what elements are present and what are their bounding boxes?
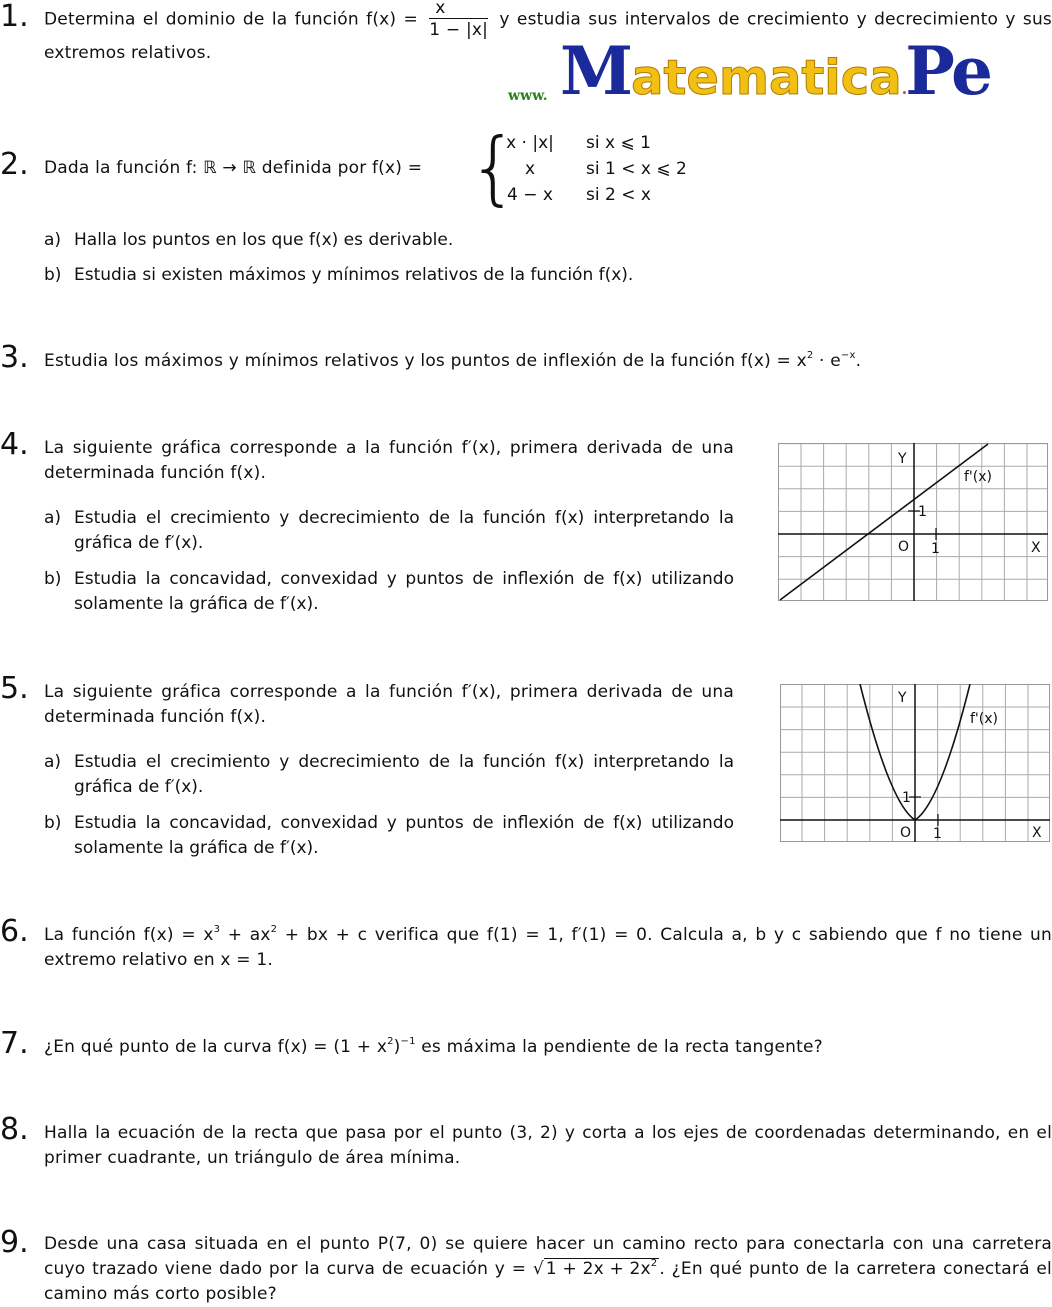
text-part: + bx + c verifica que f(1) = 1, f′(1) = 0. Calcula a, b y c sabiendo que f no tiene un extremo relativo en x = 1.: [44, 925, 1052, 970]
sqrt-symbol: √: [532, 1259, 544, 1279]
piece-cond: si 1 < x ⩽ 2: [586, 159, 687, 179]
logo-www: www.: [508, 88, 548, 104]
tick-label-x-1: 1: [933, 826, 942, 842]
axis-label-y: Y: [898, 451, 907, 467]
subpart-a: [44, 228, 944, 253]
curve-f-prime: [780, 444, 988, 600]
problem-number: 5.: [0, 671, 29, 706]
subpart-text: Estudia el crecimiento y decrecimiento de la función f(x) interpretando la gráfica de f′(x).: [74, 508, 734, 553]
problem-text: La siguiente gráfica corresponde a la función f′(x), primera derivada de una determinada función f(x).: [44, 438, 734, 483]
text-part: ): [393, 1037, 401, 1057]
sqrt-body: 1 + 2x + 2x: [545, 1259, 651, 1279]
curve-label: f'(x): [970, 711, 998, 727]
grid: [778, 443, 1048, 601]
problem-number: 8.: [0, 1112, 29, 1147]
subpart-label: b): [44, 569, 62, 589]
subpart-label: b): [44, 265, 62, 285]
problem-text: Dada la función f: ℝ → ℝ definida por f(x) =: [44, 158, 423, 178]
text-part: Determina el dominio de la función f(x) =: [44, 9, 418, 30]
problem-number: 9.: [0, 1225, 29, 1260]
piece-expr: 4 − x: [507, 185, 553, 205]
logo-dot: .: [901, 79, 906, 98]
logo-rest: atematica: [631, 50, 902, 106]
piece-expr: x: [524, 159, 536, 179]
text-part: .: [855, 351, 862, 371]
problem-text: La siguiente gráfica corresponde a la función f′(x), primera derivada de una determinada función f(x).: [44, 682, 734, 727]
graph-frame: [779, 444, 1048, 601]
origin-label: O: [900, 825, 912, 841]
exponent: −x: [840, 350, 856, 361]
matematica-pe-logo: [508, 32, 1028, 110]
problem-number: 2.: [0, 147, 29, 182]
subpart-label: a): [44, 508, 62, 528]
text-part: La función f(x) = x: [44, 925, 214, 945]
exponent: 2: [387, 1036, 394, 1047]
subpart-b: [44, 567, 734, 617]
subpart-text: Halla los puntos en los que f(x) es derivable.: [74, 230, 454, 250]
graph-linear-derivative: [778, 443, 1050, 603]
logo-pe: Pe: [905, 32, 992, 110]
exponent: 2: [270, 924, 278, 935]
tick-label-x-1: 1: [931, 541, 940, 557]
curve-label: f'(x): [964, 469, 992, 485]
tick-label-y-1: 1: [918, 504, 927, 520]
fraction: [429, 0, 488, 41]
problem-text: [44, 1232, 1052, 1307]
subpart-label: a): [44, 752, 62, 772]
problem-text: [44, 923, 1052, 973]
graph-parabola-derivative: [780, 684, 1052, 844]
problem-text: [44, 349, 1044, 374]
exponent: 2: [806, 350, 814, 361]
problem-number: 4.: [0, 427, 29, 462]
logo-wordmark: [560, 32, 991, 110]
piece-cond: si x ⩽ 1: [586, 133, 651, 153]
logo-initial: M: [560, 32, 632, 110]
text-part: es máxima la pendiente de la recta tangente?: [415, 1037, 823, 1057]
text-part: + ax: [220, 925, 271, 945]
text-part: . ¿En qué punto de la carretera conectará el camino más corto posible?: [44, 1259, 1052, 1304]
text-part: ¿En qué punto de la curva f(x) = (1 + x: [44, 1037, 388, 1057]
subpart-label: a): [44, 230, 62, 250]
problem-number: 7.: [0, 1026, 29, 1061]
fraction-denominator: 1 − |x|: [429, 20, 489, 40]
axis-label-x: X: [1032, 825, 1042, 841]
subpart-a: [44, 506, 734, 556]
fraction-numerator: x: [429, 0, 488, 19]
text-part: y estudia sus intervalos de crecimiento y decrecimiento y sus extremos relativos.: [44, 9, 1052, 63]
text-part: · e: [813, 351, 841, 371]
text-part: Desde una casa situada en el punto P(7, 0) se quiere hacer un camino recto para conectarla con una carretera cuyo trazado viene dado por la curva de ecuación y =: [44, 1234, 1052, 1279]
problem-text: Halla la ecuación de la recta que pasa por el punto (3, 2) y corta a los ejes de coordenadas determinando, en el primer cuadrante, un triángulo de área mínima.: [44, 1123, 1052, 1168]
piece-expr: x · |x|: [506, 133, 554, 153]
tick-label-y-1: 1: [902, 790, 911, 806]
square-root: [544, 1258, 659, 1279]
origin-label: O: [898, 539, 910, 555]
problem-text: [44, 1035, 1052, 1060]
piece-cond: si 2 < x: [586, 185, 651, 205]
text-part: Estudia los máximos y mínimos relativos y los puntos de inflexión de la función f(x) = x: [44, 351, 807, 371]
subpart-text: Estudia la concavidad, convexidad y puntos de inflexión de f(x) utilizando solamente la gráfica de f′(x).: [74, 569, 734, 614]
exponent: −1: [400, 1036, 416, 1047]
axis-label-y: Y: [898, 690, 907, 706]
problem-number: 1.: [0, 0, 29, 34]
problem-number: 6.: [0, 914, 29, 949]
subpart-label: b): [44, 813, 62, 833]
piecewise-brace: {: [468, 121, 519, 214]
subpart-text: Estudia la concavidad, convexidad y puntos de inflexión de f(x) utilizando solamente la gráfica de f′(x).: [74, 813, 734, 858]
axis-label-x: X: [1031, 540, 1041, 556]
subpart-text: Estudia si existen máximos y mínimos relativos de la función f(x).: [74, 265, 634, 285]
piecewise-expressions: [490, 130, 570, 208]
problem-number: 3.: [0, 340, 29, 375]
subpart-text: Estudia el crecimiento y decrecimiento de la función f(x) interpretando la gráfica de f′(x).: [74, 752, 734, 797]
exponent: 2: [650, 1258, 658, 1269]
subpart-a: [44, 750, 734, 800]
piecewise-conditions: [586, 130, 687, 208]
exponent: 3: [213, 924, 221, 935]
subpart-b: [44, 263, 944, 288]
subpart-b: [44, 811, 734, 861]
